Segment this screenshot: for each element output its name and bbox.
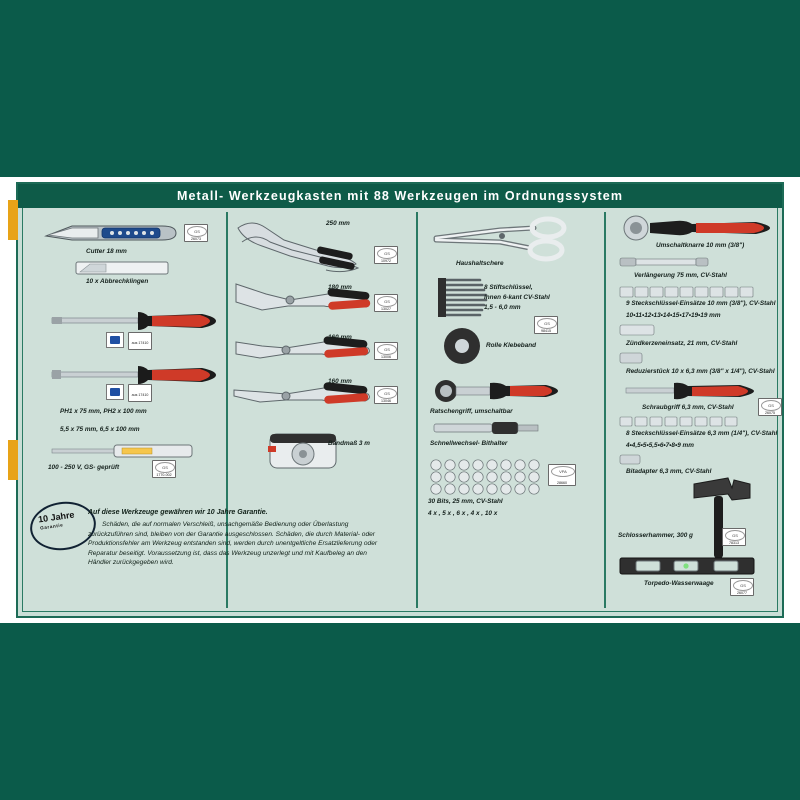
badge-bits [548,464,576,486]
label-bits-breakdown: 4 x , 5 x , 6 x , 4 x , 10 x [428,510,498,517]
gs-mark: GS [377,388,397,399]
gs-mark: GS [537,318,557,329]
label-reducer: Reduzierstück 10 x 6,3 mm (3/8" x 1/4"), CV-Stahl [626,368,775,375]
gs-mark: GS [733,580,753,591]
spare-blades-icon [76,260,168,276]
label-bits: 30 Bits, 25 mm, CV-Stahl [428,498,503,505]
badge-code: 78313 [729,541,739,545]
badge-code: 1770-002 [156,473,172,477]
hammer-icon [688,474,762,560]
socket-set-10-icon [620,286,760,298]
seal-line-2: Garantie [39,522,64,531]
guarantee-seal [30,502,92,550]
vde-mark [110,388,120,396]
page-title: Metall- Werkzeugkasten mit 88 Werkzeugen im Ordnungssystem [176,189,624,203]
label-tape: Bandmaß 3 m [328,440,370,447]
gs-mark: GS [187,226,207,237]
household-scissors-icon [430,218,580,262]
badge-code: aus 17410 [131,393,149,397]
vde-mark [110,336,120,344]
badge-code: 28660 [557,481,567,485]
column-3 [422,212,600,610]
column-separator-3 [604,212,606,608]
bit-adapter-icon [620,454,644,465]
vde-badge-2 [106,384,124,400]
badge-hexkeys [534,316,558,334]
column-separator-2 [416,212,418,608]
badge-code: aus 17410 [131,341,149,345]
label-slot-bits: 5,5 x 75 mm, 6,5 x 100 mm [60,426,140,433]
badge-screwdriver-1 [128,332,152,350]
header-bar [18,184,782,208]
spark-plug-socket-icon [620,324,660,336]
badge-cutter-160 [374,342,398,360]
label-screw-handle: Schraubgriff 6,3 mm, CV-Stahl [642,404,734,411]
tape-roll-icon [442,326,482,366]
cutter-knife-icon [42,222,182,244]
vpa-mark: VPA [551,466,575,477]
label-sockets-10-sizes: 10•11•12•13•14•15•17•19•19 mm [626,312,721,319]
label-sockets-10: 9 Steckschlüssel-Einsätze 10 mm (3/8"), CV-Stahl [626,300,776,307]
badge-pliers-160b [374,386,398,404]
gs-mark: GS [377,248,397,259]
label-pliers-250: 250 mm [326,220,350,227]
bits-grid-icon [428,458,564,492]
tab-lower [8,440,18,480]
label-cutter-160: 160 mm [328,334,352,341]
badge-code: 26075 [765,411,775,415]
screwdriver-1-icon [52,308,220,334]
label-bit-holder: Schnellwechsel- Bithalter [430,440,508,447]
ratchet-handle-icon [430,378,562,404]
extension-bar-icon [620,256,710,268]
label-spark-plug: Zündkerzeneinsatz, 21 mm, CV-Stahl [626,340,738,347]
label-voltage-tester: 100 - 250 V, GS- geprüft [48,464,120,471]
badge-code: 13027 [381,307,391,311]
combination-pliers-icon [232,274,372,322]
label-level: Torpedo-Wasserwaage [644,580,714,587]
label-hammer: Schlosserhammer, 300 g [618,532,693,539]
badge-code: 98415 [541,329,551,333]
badge-code: 26073 [191,237,201,241]
label-tape-roll: Rolle Klebeband [486,342,537,349]
badge-level [730,578,754,596]
label-sockets-63: 8 Steckschlüssel-Einsätze 6,3 mm (1/4"), CV-Stahl [626,430,778,437]
badge-pliers-180 [374,294,398,312]
badge-code: 13046 [381,399,391,403]
label-scissors: Haushaltschere [456,260,504,267]
label-pliers-180: 180 mm [328,284,352,291]
label-cutter: Cutter 18 mm [86,248,127,255]
badge-code: 10972 [381,259,391,263]
label-hexkeys-3: 1,5 - 6,0 mm [484,304,521,311]
badge-screw-handle [758,398,782,416]
badge-code: 13006 [381,355,391,359]
badge-hammer [722,528,746,546]
label-pliers-160b: 160 mm [328,378,352,385]
gs-mark: GS [725,530,745,541]
guarantee-title: Auf diese Werkzeuge gewähren wir 10 Jahre Garantie. [88,509,268,516]
label-extension: Verlängerung 75 mm, CV-Stahl [634,272,727,279]
label-bit-adapter: Bitadapter 6,3 mm, CV-Stahl [626,468,712,475]
screw-handle-icon [626,380,758,402]
gs-mark: GS [155,462,175,473]
gs-mark: GS [761,400,781,411]
badge-cutter [184,224,208,242]
label-hexkeys-1: 8 Stiftschlüssel, [484,284,533,291]
gs-mark: GS [377,344,397,355]
badge-pliers-250 [374,246,398,264]
vde-badge-1 [106,332,124,348]
reversible-ratchet-icon [616,214,774,242]
label-sockets-63-sizes: 4•4,5•5•5,5•6•7•8•9 mm [626,442,694,449]
spirit-level-icon [620,556,756,576]
voltage-tester-icon [52,444,202,458]
guarantee-body: Schäden, die auf normalen Verschleiß, unsachgemäße Bedienung oder Überlastung zurückzuführen sind, bleiben von der Garantie ausgeschlossen. Schäden, die durch Material- oder Produktionsfehler am Werkzeug entstanden sind, werden durch unentgeltliche Ersatzlieferung oder Reparatur beseitigt. Voraussetzung ist, dass das Werkzeug unzerlegt und mit Kaufbeleg an den Händler zurückgegeben wird. [88,521,378,567]
label-hexkeys-2: Innen 6-kant CV-Stahl [484,294,550,301]
label-ratchet-10: Umschaltknarre 10 mm (3/8") [656,242,745,249]
badge-code: 26077 [737,591,747,595]
badge-screwdriver-2 [128,384,152,402]
label-ph-bits [60,408,147,415]
column-4 [612,212,782,610]
bit-holder-icon [434,420,544,436]
gs-mark: GS [377,296,397,307]
tab-upper [8,200,18,240]
socket-set-63-icon [620,416,744,427]
label-spare-blades: 10 x Abbrechklingen [86,278,149,285]
label-ph-bits-text: PH1 x 75 mm, PH2 x 100 mm [60,408,147,415]
measuring-tape-icon [268,424,346,472]
label-ratchet: Ratschengriff, umschaltbar [430,408,513,415]
reducer-icon [620,352,646,364]
badge-voltage-tester [152,460,176,478]
guarantee-text-block [88,508,388,568]
seal-line-1: 10 Jahre [37,509,76,525]
